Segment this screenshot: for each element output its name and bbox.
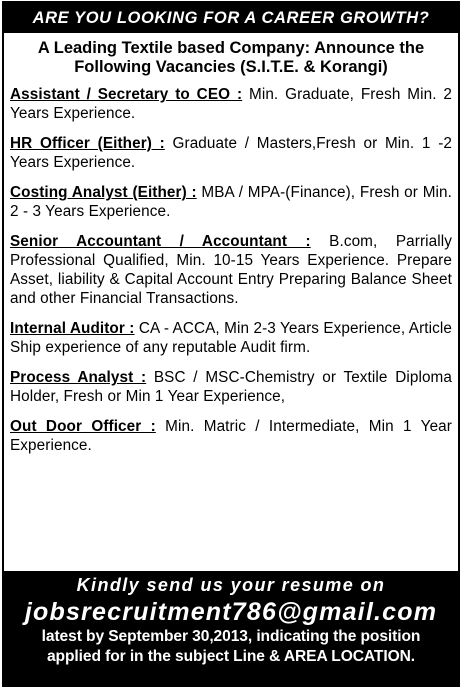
job-details: Graduate / Masters,Fresh or Min. 1 -2 Years Experience. xyxy=(10,135,453,171)
deadline-line-2: applied for in the subject Line & AREA LOCATION. xyxy=(46,648,416,665)
job-process-analyst xyxy=(4,368,458,406)
job-hr-officer xyxy=(4,134,458,172)
contact-email[interactable]: jobsrecruitment786@gmail.com xyxy=(24,598,438,626)
job-details: B.com, Parrially Professional Qualified, Min. 10-15 Years Experience. Prepare Asset, liability & Capital Account Entry Preparing Balance Sheet and other Financial Transactions. xyxy=(10,233,452,307)
job-title: Out Door Officer : xyxy=(10,418,156,435)
job-details: CA - ACCA, Min 2-3 Years Experience, Article Ship experience of any reputable Audit firm. xyxy=(10,320,452,356)
headline: ARE YOU LOOKING FOR A CAREER GROWTH? xyxy=(4,3,458,33)
job-title: Process Analyst : xyxy=(10,369,147,386)
job-title: HR Officer (Either) : xyxy=(10,135,165,152)
job-internal-auditor xyxy=(4,319,458,357)
job-title: Senior Accountant / Accountant : xyxy=(10,233,311,250)
company-intro: A Leading Textile based Company: Announce the Following Vacancies (S.I.T.E. & Korangi) xyxy=(37,39,425,76)
job-costing-analyst xyxy=(4,183,458,221)
job-assistant-secretary xyxy=(4,85,458,123)
job-details: BSC / MSC-Chemistry or Textile Diploma Holder, Fresh or Min 1 Year Experience, xyxy=(10,369,453,405)
job-out-door-officer xyxy=(4,417,458,455)
job-senior-accountant xyxy=(4,232,458,308)
job-details: Min. Matric / Intermediate, Min 1 Year Experience. xyxy=(10,418,452,454)
job-title: Assistant / Secretary to CEO : xyxy=(10,86,243,103)
job-title: Costing Analyst (Either) : xyxy=(10,184,197,201)
job-details: MBA / MPA-(Finance), Fresh or Min. 2 - 3 Years Experience. xyxy=(10,184,452,220)
job-details: Min. Graduate, Fresh Min. 2 Years Experience. xyxy=(10,86,453,122)
application-footer xyxy=(4,571,458,685)
job-title: Internal Auditor : xyxy=(10,320,135,337)
send-resume-text: Kindly send us your resume on xyxy=(76,575,386,595)
deadline-line-1: latest by September 30,2013, indicating the position xyxy=(41,628,421,645)
job-advertisement xyxy=(2,1,460,687)
